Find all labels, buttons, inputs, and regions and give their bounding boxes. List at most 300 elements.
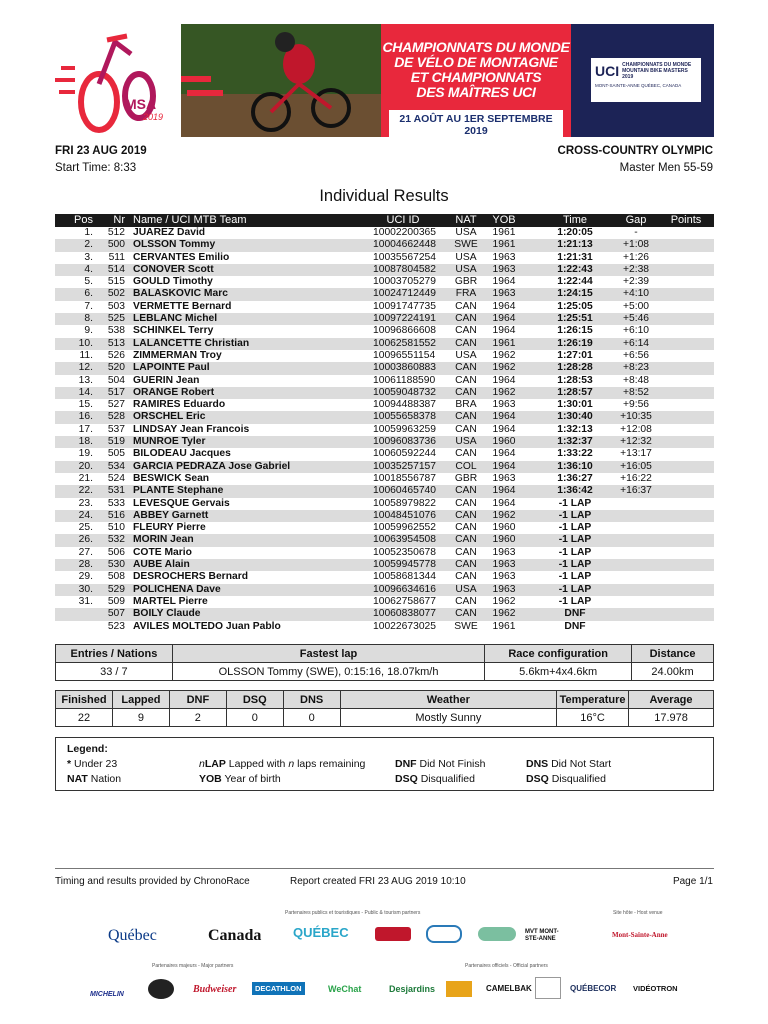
msa-year: 2019: [143, 112, 164, 122]
cell-name: POLICHENA Dave: [133, 583, 221, 595]
cell-yob: 1961: [492, 227, 516, 238]
cell-pos: 26.: [78, 534, 93, 546]
cell-uci-id: 10059962552: [373, 522, 436, 534]
cell-pos: 28.: [78, 559, 93, 571]
cell-name: ZIMMERMAN Troy: [133, 349, 222, 361]
cell-pos: 11.: [79, 349, 93, 361]
cell-nr: 509: [107, 595, 125, 607]
legend-key: DSQ: [526, 773, 549, 785]
cell-name: LALANCETTE Christian: [133, 337, 250, 349]
cell-time: 1:33:22: [557, 448, 593, 460]
cell-nat: CAN: [455, 386, 477, 398]
cell-time: 1:36:10: [557, 460, 593, 472]
cell-yob: 1962: [492, 608, 516, 620]
uci-logo: [591, 58, 701, 102]
cell-gap: +6:10: [622, 325, 650, 337]
cell-nat: CAN: [455, 362, 477, 374]
championship-title-line: CHAMPIONNATS DU MONDE: [382, 39, 570, 55]
cell-name: LINDSAY Jean Francois: [133, 423, 250, 435]
cell-gap: +10:35: [620, 411, 652, 423]
cell-name: LAPOINTE Paul: [133, 362, 210, 374]
cell-yob: 1963: [492, 546, 516, 558]
cell-nat: FRA: [455, 288, 477, 300]
cell-gap: +9:56: [622, 399, 650, 411]
cell-gap: +2:38: [622, 263, 650, 275]
table-row: [55, 534, 714, 546]
cell-uci-id: 10003860883: [373, 362, 436, 374]
cell-yob: 1963: [492, 288, 516, 300]
cell-time: 1:22:43: [557, 263, 593, 275]
championship-title-line: DE VÉLO DE MONTAGNE: [394, 54, 558, 70]
cell-nr: 532: [107, 534, 125, 546]
legend-key: YOB: [199, 773, 222, 785]
uci-word: UCI: [595, 63, 620, 79]
temperature-header: Temperature: [557, 691, 629, 709]
sponsor-strip: [90, 905, 690, 1010]
cell-nr: 526: [107, 349, 125, 361]
legend-text: Lapped with: [228, 758, 286, 770]
race-date: FRI 23 AUG 2019: [55, 145, 147, 157]
cell-gap: +12:08: [620, 423, 652, 435]
dsq-value: 0: [226, 709, 283, 727]
quebecor-logo: QUÉBECOR: [570, 984, 617, 993]
cell-uci-id: 10062581552: [373, 337, 436, 349]
cell-nr: 504: [107, 374, 125, 386]
cell-name: ORSCHEL Eric: [133, 411, 206, 423]
uci-tagline: CHAMPIONNATS DU MONDE MOUNTAIN BIKE MASTERS 2019: [622, 62, 692, 80]
fastest-lap-header: Fastest lap: [172, 645, 484, 663]
cell-name: JUAREZ David: [133, 227, 206, 238]
cell-nat: SWE: [454, 239, 478, 251]
cell-pos: 18.: [78, 436, 93, 448]
cell-nat: USA: [455, 436, 477, 448]
legend-dsq: [395, 773, 475, 785]
cell-uci-id: 10035257157: [373, 460, 436, 472]
cell-time: 1:36:27: [557, 472, 593, 484]
table-row: [55, 571, 714, 583]
cell-yob: 1964: [492, 374, 516, 386]
table-row: [55, 461, 714, 473]
footer-divider: [55, 868, 714, 869]
legend-key: DNS: [526, 758, 549, 770]
cell-pos: 19.: [78, 448, 93, 460]
table-row: [55, 559, 714, 571]
msa-logo: [55, 24, 181, 137]
legend-key: DNF: [395, 758, 417, 770]
legend-dns: [526, 758, 611, 770]
cell-pos: 2.: [84, 239, 93, 251]
cell-time: -1 LAP: [558, 571, 592, 583]
cell-name: BILODEAU Jacques: [133, 448, 231, 460]
legend-key: NAT: [67, 773, 88, 785]
cell-time: 1:27:01: [557, 349, 593, 361]
cell-yob: 1963: [492, 583, 516, 595]
cell-yob: 1960: [492, 534, 516, 546]
start-time: Start Time: 8:33: [55, 162, 137, 174]
camelbak-logo: CAMELBAK: [486, 984, 532, 993]
desjardins-logo: Desjardins: [389, 984, 436, 994]
cell-pos: 24.: [78, 509, 93, 521]
table-row: [55, 276, 714, 288]
timing-provider: Timing and results provided by ChronoRace: [55, 876, 250, 887]
cell-yob: 1964: [492, 313, 516, 325]
cell-time: 1:28:28: [557, 362, 593, 374]
cell-uci-id: 10096083736: [373, 436, 436, 448]
cell-uci-id: 10059963259: [373, 423, 436, 435]
dnf-header: DNF: [169, 691, 226, 709]
average-value: 17.978: [629, 709, 714, 727]
cell-nat: CAN: [455, 411, 477, 423]
cell-nr: 527: [107, 399, 125, 411]
dns-header: DNS: [283, 691, 340, 709]
cell-uci-id: 10096866608: [373, 325, 436, 337]
legend-box: [55, 737, 714, 791]
results-body: [55, 227, 714, 633]
partner-badge-icon: [535, 977, 561, 999]
col-header-uci-id: UCI ID: [386, 214, 420, 226]
cell-uci-id: 10096551154: [373, 349, 436, 361]
legend-dnf: [395, 758, 485, 770]
dsq-header: DSQ: [226, 691, 283, 709]
col-header-pos: Pos: [74, 214, 93, 226]
cell-name: BALASKOVIC Marc: [133, 288, 228, 300]
cell-nat: CAN: [455, 448, 477, 460]
rider-photo: [181, 24, 381, 137]
cell-uci-id: 10024712449: [373, 288, 436, 300]
cell-pos: 30.: [78, 583, 93, 595]
cell-nr: 502: [107, 288, 125, 300]
legend-text: laps remaining: [297, 758, 366, 770]
cell-nat: CAN: [455, 485, 477, 497]
cell-yob: 1961: [492, 620, 516, 632]
cell-nr: 516: [107, 509, 125, 521]
cell-yob: 1964: [492, 448, 516, 460]
cell-nat: USA: [455, 227, 477, 238]
cell-pos: 20.: [78, 460, 93, 472]
cell-gap: +12:32: [620, 436, 652, 448]
cell-pos: 7.: [84, 300, 93, 312]
cell-gap: +16:22: [620, 472, 652, 484]
cell-nat: CAN: [455, 571, 477, 583]
cell-time: -1 LAP: [558, 546, 592, 558]
cell-time: 1:32:37: [557, 436, 593, 448]
cell-yob: 1964: [492, 411, 516, 423]
cell-yob: 1960: [492, 522, 516, 534]
table-row: [55, 424, 714, 436]
cell-nr: 510: [107, 522, 125, 534]
cell-nr: 523: [107, 620, 125, 632]
cell-uci-id: 10096634616: [373, 583, 436, 595]
legend-text: Nation: [90, 773, 122, 785]
cell-yob: 1963: [492, 399, 516, 411]
cell-nat: CAN: [455, 608, 477, 620]
cell-pos: 8.: [84, 313, 93, 325]
legend-text: Disqualified: [551, 773, 606, 785]
cell-name: LEVESQUE Gervais: [133, 497, 230, 509]
cell-time: 1:36:42: [557, 485, 593, 497]
table-row: [55, 387, 714, 399]
cell-name: PLANTE Stephane: [133, 485, 224, 497]
cell-nat: CAN: [455, 509, 477, 521]
cell-name: MORIN Jean: [133, 534, 194, 546]
championship-title-line: ET CHAMPIONNATS: [410, 69, 542, 85]
cell-nr: 505: [107, 448, 125, 460]
cell-time: 1:32:13: [557, 423, 593, 435]
cell-time: 1:25:51: [557, 313, 593, 325]
cell-nr: 524: [107, 472, 125, 484]
legend-key: LAP: [204, 758, 226, 770]
category-name: Master Men 55-59: [619, 162, 713, 174]
col-header-gap: Gap: [625, 214, 647, 226]
partner-badge-icon: [426, 925, 462, 943]
table-row: [55, 264, 714, 276]
legend-key: *: [67, 758, 72, 770]
cell-gap: +5:46: [622, 313, 650, 325]
cell-uci-id: 10060838077: [373, 608, 436, 620]
cell-yob: 1962: [492, 362, 516, 374]
table-row: [55, 399, 714, 411]
cell-name: AVILES MOLTEDO Juan Pablo: [133, 620, 281, 632]
cell-nr: 508: [107, 571, 125, 583]
report-created: Report created FRI 23 AUG 2019 10:10: [290, 876, 466, 887]
legend-yob: [199, 773, 281, 785]
cell-gap: +8:52: [622, 386, 650, 398]
entries-header: Entries / Nations: [56, 645, 173, 663]
cell-time: 1:30:40: [557, 411, 593, 423]
table-row: [55, 325, 714, 337]
cell-nat: CAN: [455, 546, 477, 558]
cell-nat: USA: [455, 583, 477, 595]
cell-time: 1:26:15: [557, 325, 593, 337]
cell-uci-id: 10060465740: [373, 485, 436, 497]
cell-name: GOULD Timothy: [133, 276, 213, 288]
cell-uci-id: 10059048732: [373, 386, 436, 398]
cell-yob: 1962: [492, 595, 516, 607]
cell-time: -1 LAP: [558, 534, 592, 546]
table-row: [55, 301, 714, 313]
legend-dsq-2: [526, 773, 606, 785]
cell-name: ORANGE Robert: [133, 386, 215, 398]
decathlon-logo: DECATHLON: [252, 982, 305, 995]
cell-name: BOILY Claude: [133, 608, 201, 620]
table-row: [55, 547, 714, 559]
michelin-logo: MICHELIN: [90, 991, 124, 998]
cell-gap: +6:56: [622, 349, 650, 361]
cell-pos: 14.: [78, 386, 93, 398]
cell-name: AUBE Alain: [133, 559, 190, 571]
table-row: [55, 498, 714, 510]
cell-yob: 1964: [492, 485, 516, 497]
cell-time: 1:26:19: [557, 337, 593, 349]
cell-gap: +13:17: [620, 448, 652, 460]
table-row: [55, 288, 714, 300]
cell-nat: CAN: [455, 300, 477, 312]
cell-pos: 23.: [78, 497, 93, 509]
cell-nr: 538: [107, 325, 125, 337]
quebec-tourism-logo: QUÉBEC: [293, 925, 349, 940]
cell-pos: 21.: [78, 472, 93, 484]
cell-time: 1:21:13: [557, 239, 593, 251]
cell-nr: 503: [107, 300, 125, 312]
cell-name: VERMETTE Bernard: [133, 300, 232, 312]
cell-yob: 1960: [492, 436, 516, 448]
cell-pos: 31.: [78, 595, 93, 607]
page-number: Page 1/1: [672, 876, 713, 887]
cell-nat: CAN: [455, 423, 477, 435]
wechat-logo: WeChat: [328, 984, 362, 994]
cell-name: SCHINKEL Terry: [133, 325, 214, 337]
cell-nr: 519: [107, 436, 125, 448]
cell-uci-id: 10003705279: [373, 276, 436, 288]
cell-uci-id: 10063954508: [373, 534, 436, 546]
cell-gap: +8:23: [622, 362, 650, 374]
cell-gap: +2:39: [622, 276, 650, 288]
race-config-value: 5.6km+4x4.6km: [485, 663, 632, 681]
cell-nat: CAN: [455, 595, 477, 607]
cell-name: COTE Mario: [133, 546, 192, 558]
cell-pos: 4.: [84, 263, 93, 275]
championship-title-panel: [381, 24, 571, 137]
host-venue-caption: Site hôte - Host venue: [613, 910, 663, 916]
cell-time: 1:28:53: [557, 374, 593, 386]
official-partners-caption: Partenaires officiels - Official partners: [465, 963, 548, 969]
cell-time: 1:21:31: [557, 251, 593, 263]
col-header-time: Time: [562, 214, 588, 226]
cell-nat: CAN: [455, 497, 477, 509]
cell-nr: 515: [107, 276, 125, 288]
race-summary-table: [55, 644, 714, 681]
cell-uci-id: 10058979822: [373, 497, 436, 509]
cell-time: -1 LAP: [558, 595, 592, 607]
cell-name: GARCIA PEDRAZA Jose Gabriel: [133, 460, 291, 472]
cell-time: -1 LAP: [558, 559, 592, 571]
cell-name: FLEURY Pierre: [133, 522, 206, 534]
cell-pos: 5.: [84, 276, 93, 288]
cell-gap: -: [634, 227, 638, 238]
partner-badge-icon: [375, 927, 411, 941]
cell-time: 1:24:15: [557, 288, 593, 300]
cell-nr: 534: [107, 460, 125, 472]
cell-name: CONOVER Scott: [133, 263, 214, 275]
cell-uci-id: 10087804582: [373, 263, 436, 275]
cell-yob: 1963: [492, 472, 516, 484]
cell-nat: COL: [455, 460, 477, 472]
table-row: [55, 596, 714, 608]
legend-under23: [67, 758, 117, 770]
col-header-nr: Nr: [113, 214, 125, 226]
cell-yob: 1963: [492, 251, 516, 263]
public-partners-caption: Partenaires publics et touristiques - Public & tourism partners: [285, 910, 421, 916]
cell-uci-id: 10061188590: [373, 374, 436, 386]
cell-time: 1:30:01: [557, 399, 593, 411]
table-row: [55, 375, 714, 387]
partner-badge-icon: [446, 981, 472, 997]
mvt-logo: MVT MONT-STE-ANNE: [525, 929, 559, 942]
legend-text: Year of birth: [224, 773, 281, 785]
cell-time: -1 LAP: [558, 509, 592, 521]
canada-logo: Canada: [208, 927, 262, 944]
table-row: [55, 350, 714, 362]
cell-nat: CAN: [455, 337, 477, 349]
cell-pos: 17.: [78, 423, 93, 435]
rider-image-icon: [181, 24, 381, 137]
table-row: [55, 448, 714, 460]
cell-yob: 1961: [492, 239, 516, 251]
cell-pos: 3.: [84, 251, 93, 263]
results-table: [55, 214, 714, 633]
cell-uci-id: 10058681344: [373, 571, 436, 583]
msa-text: MSA: [125, 96, 157, 112]
finished-value: 22: [56, 709, 113, 727]
dnf-value: 2: [169, 709, 226, 727]
table-row: [55, 522, 714, 534]
cell-name: GUERIN Jean: [133, 374, 200, 386]
cell-name: OLSSON Tommy: [133, 239, 216, 251]
cell-nr: 500: [107, 239, 125, 251]
table-row: [55, 485, 714, 497]
cell-yob: 1964: [492, 423, 516, 435]
cell-nr: 514: [107, 263, 125, 275]
cell-time: DNF: [564, 608, 586, 620]
championship-title-line: DES MAÎTRES UCI: [416, 84, 536, 100]
cell-uci-id: 10004662448: [373, 239, 436, 251]
cell-name: DESROCHERS Bernard: [133, 571, 249, 583]
cell-time: 1:20:05: [557, 227, 593, 238]
cell-nat: CAN: [455, 534, 477, 546]
race-stats-table: [55, 690, 714, 727]
table-row: [55, 510, 714, 522]
lapped-value: 9: [112, 709, 169, 727]
cell-pos: 15.: [78, 399, 93, 411]
cell-uci-id: 10062758677: [373, 595, 436, 607]
cell-uci-id: 10097224191: [373, 313, 436, 325]
cell-nr: 528: [107, 411, 125, 423]
cell-time: -1 LAP: [558, 583, 592, 595]
weather-header: Weather: [340, 691, 556, 709]
cell-uci-id: 10035567254: [373, 251, 436, 263]
championship-dates: 21 AOÛT AU 1ER SEPTEMBRE 2019: [389, 110, 563, 137]
weather-value: Mostly Sunny: [340, 709, 556, 727]
partner-badge-icon: [478, 927, 516, 941]
cell-name: BESWICK Sean: [133, 472, 210, 484]
cell-nr: 531: [107, 485, 125, 497]
table-row: [55, 473, 714, 485]
page-title: Individual Results: [319, 187, 449, 205]
cell-pos: 10.: [78, 337, 93, 349]
videotron-logo: VIDÉOTRON: [633, 984, 678, 993]
cell-pos: 13.: [78, 374, 93, 386]
table-row: [55, 338, 714, 350]
legend-text: Did Not Start: [551, 758, 612, 770]
cell-yob: 1962: [492, 386, 516, 398]
cell-name: ABBEY Garnett: [133, 509, 209, 521]
cell-pos: 29.: [78, 571, 93, 583]
cell-pos: 9.: [84, 325, 93, 337]
cell-yob: 1964: [492, 325, 516, 337]
cell-yob: 1963: [492, 571, 516, 583]
cell-nat: GBR: [454, 276, 478, 288]
cell-uci-id: 10018556787: [373, 472, 436, 484]
cell-nr: 506: [107, 546, 125, 558]
cell-nr: 520: [107, 362, 125, 374]
cell-uci-id: 10091747735: [373, 300, 436, 312]
cell-time: -1 LAP: [558, 497, 592, 509]
major-partners-caption: Partenaires majeurs - Major partners: [152, 963, 234, 969]
average-header: Average: [629, 691, 714, 709]
race-config-header: Race configuration: [485, 645, 632, 663]
legend-key: DSQ: [395, 773, 418, 785]
cell-pos: 1.: [84, 227, 93, 238]
